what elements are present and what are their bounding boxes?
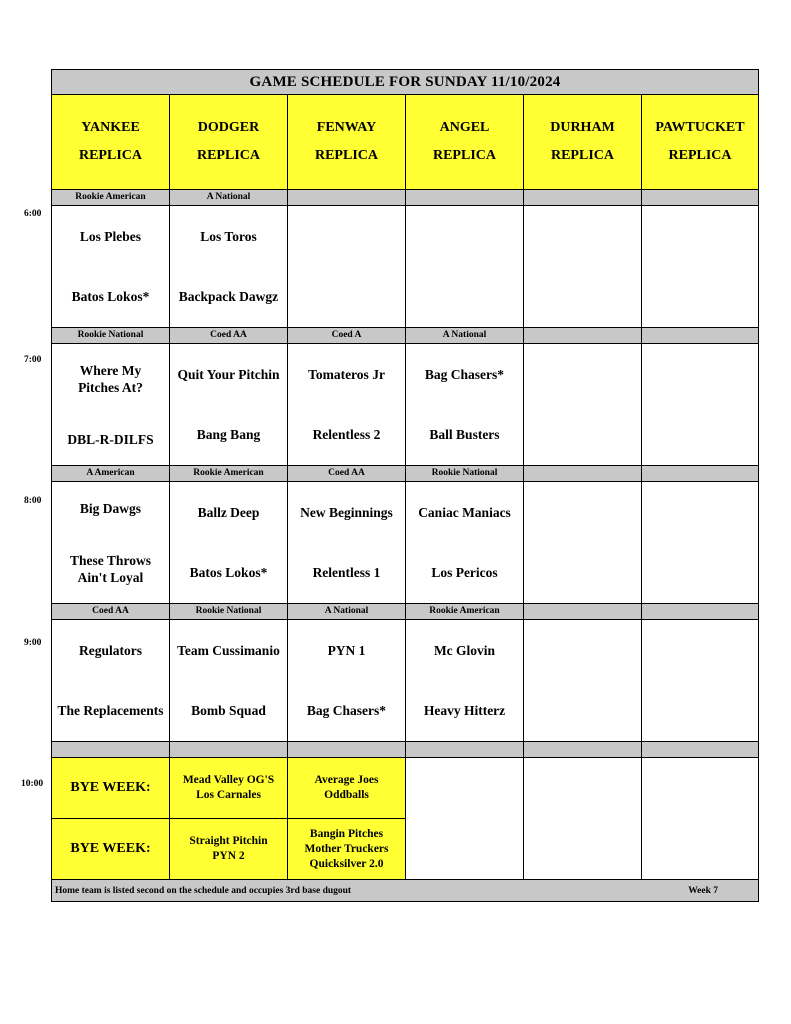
- division-label: [524, 328, 642, 344]
- division-label: [642, 328, 759, 344]
- game-row: [52, 206, 759, 328]
- away-team: PYN 1: [327, 642, 366, 658]
- game-cell: [406, 482, 524, 604]
- field-header: DODGER REPLICA: [170, 95, 288, 190]
- page-title: GAME SCHEDULE FOR SUNDAY 11/10/2024: [52, 70, 759, 95]
- game-cell: [170, 206, 288, 328]
- bye-teams: Mead Valley OG'S Los Carnales: [170, 758, 288, 819]
- time-label: 7:00: [24, 355, 42, 365]
- game-cell: [406, 206, 524, 328]
- game-row: [52, 620, 759, 742]
- home-team: Batos Lokos*: [189, 565, 268, 581]
- time-label: 9:00: [24, 638, 42, 648]
- game-cell: [524, 482, 642, 604]
- away-team: Ballz Deep: [197, 504, 260, 520]
- field-header: PAWTUCKET REPLICA: [642, 95, 759, 190]
- field-header: ANGEL REPLICA: [406, 95, 524, 190]
- home-team: Heavy Hitterz: [423, 703, 506, 719]
- home-team: Bomb Squad: [191, 703, 266, 719]
- division-label: Rookie National: [52, 328, 170, 344]
- game-cell: [52, 620, 170, 742]
- division-label: Rookie American: [52, 190, 170, 206]
- bye-teams: Average Joes Oddballs: [288, 758, 406, 819]
- game-cell: [642, 344, 759, 466]
- away-team: Regulators: [79, 642, 142, 658]
- time-label: 10:00: [21, 779, 44, 789]
- division-label: Coed A: [288, 328, 406, 344]
- time-label: 6:00: [24, 209, 42, 219]
- home-team: Bag Chasers*: [306, 703, 387, 719]
- away-team: Caniac Maniacs: [418, 504, 511, 520]
- home-team: The Replacements: [57, 703, 164, 719]
- time-label: 8:00: [24, 496, 42, 506]
- game-cell: [52, 482, 170, 604]
- game-cell: [52, 344, 170, 466]
- division-label: Coed AA: [288, 466, 406, 482]
- game-cell: [288, 482, 406, 604]
- field-header: DURHAM REPLICA: [524, 95, 642, 190]
- home-team: Los Pericos: [431, 565, 498, 581]
- game-cell: [288, 344, 406, 466]
- away-team: Mc Glovin: [433, 642, 496, 658]
- away-team: Bag Chasers*: [424, 366, 505, 382]
- division-label: Coed AA: [170, 328, 288, 344]
- away-team: Team Cussimanio: [177, 642, 280, 658]
- home-team: Relentless 1: [312, 565, 381, 581]
- division-label: [524, 604, 642, 620]
- away-team: New Beginnings: [300, 504, 393, 520]
- division-label: Rookie American: [170, 466, 288, 482]
- game-cell: [524, 206, 642, 328]
- game-cell: [288, 206, 406, 328]
- away-team: Tomateros Jr: [308, 366, 385, 382]
- game-cell: [642, 620, 759, 742]
- division-label: A National: [170, 190, 288, 206]
- footer-note: Home team is listed second on the schedule and occupies 3rd base dugout: [55, 885, 352, 896]
- division-row: [52, 328, 759, 344]
- division-label: Coed AA: [52, 604, 170, 620]
- division-row: [52, 466, 759, 482]
- game-row: [52, 482, 759, 604]
- division-label: A American: [52, 466, 170, 482]
- game-cell: [170, 482, 288, 604]
- game-cell: [406, 620, 524, 742]
- division-label: [642, 466, 759, 482]
- division-label: [642, 604, 759, 620]
- division-label: [406, 190, 524, 206]
- division-row: [52, 190, 759, 206]
- footer-row: [52, 880, 759, 902]
- game-cell: [170, 344, 288, 466]
- division-label: Rookie National: [406, 466, 524, 482]
- game-cell: [642, 206, 759, 328]
- division-label: [642, 190, 759, 206]
- away-team: Los Toros: [200, 228, 257, 244]
- game-cell: [288, 620, 406, 742]
- home-team: Backpack Dawgz: [178, 289, 279, 305]
- game-cell: [406, 344, 524, 466]
- field-header: FENWAY REPLICA: [288, 95, 406, 190]
- division-label: [288, 190, 406, 206]
- bye-teams: Straight Pitchin PYN 2: [170, 819, 288, 880]
- division-label: [524, 466, 642, 482]
- away-team: Los Plebes: [79, 228, 142, 244]
- away-team: Where My Pitches At?: [78, 362, 143, 395]
- game-cell: [642, 482, 759, 604]
- week-label: Week 7: [688, 885, 719, 896]
- bye-week-label: BYE WEEK:: [52, 758, 170, 819]
- field-header: YANKEE REPLICA: [52, 95, 170, 190]
- away-team: Big Dawgs: [79, 500, 142, 516]
- division-label: A National: [406, 328, 524, 344]
- home-team: DBL-R-DILFS: [67, 431, 154, 447]
- division-row: [52, 742, 759, 758]
- division-row: [52, 604, 759, 620]
- home-team: These Throws Ain't Loyal: [70, 552, 151, 585]
- field-header-row: [52, 95, 759, 190]
- game-cell: [52, 206, 170, 328]
- game-cell: [524, 620, 642, 742]
- home-team: Batos Lokos*: [71, 289, 150, 305]
- home-team: Relentless 2: [312, 427, 381, 443]
- schedule-table: [51, 69, 759, 902]
- game-cell: [170, 620, 288, 742]
- bye-week-label: BYE WEEK:: [52, 819, 170, 880]
- division-label: A National: [288, 604, 406, 620]
- division-label: Rookie National: [170, 604, 288, 620]
- bye-teams: Bangin Pitches Mother Truckers Quicksilver 2.0: [288, 819, 406, 880]
- game-cell: [524, 344, 642, 466]
- game-row: [52, 344, 759, 466]
- bye-row: [52, 758, 759, 819]
- division-label: [524, 190, 642, 206]
- home-team: Ball Busters: [429, 427, 500, 443]
- division-label: Rookie American: [406, 604, 524, 620]
- away-team: Quit Your Pitchin: [177, 366, 280, 382]
- home-team: Bang Bang: [196, 427, 261, 443]
